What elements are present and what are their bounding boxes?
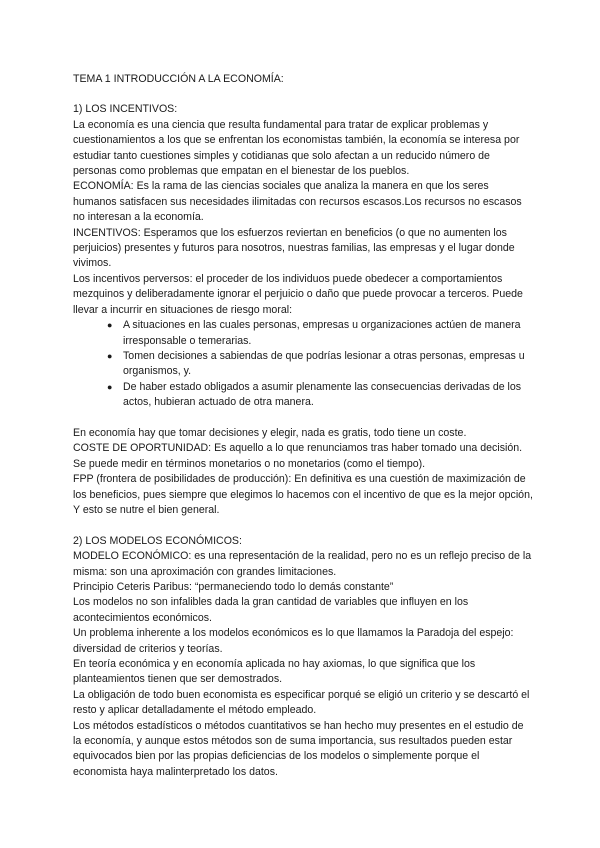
list-item (107, 318, 533, 349)
paragraph-incentivos-perversos: Los incentivos perversos: el proceder de los individuos puede obedecer a comportamientos mezquinos y deliberadamente ignorar el perjuicio o daño que puede provocar a terceros. Puede llevar a incurrir en situaciones de riesgo moral: (73, 272, 523, 316)
paragraph-axiomas: En teoría económica y en economía aplicada no hay axiomas, lo que significa que los planteamientos tienen que ser demostrados. (73, 658, 476, 686)
paragraph-obligacion-economista: La obligación de todo buen economista es especificar porqué se eligió un criterio y se descartó el resto y aplicar detalladamente el método empleado. (73, 688, 530, 717)
list-item (107, 380, 533, 411)
list-item (107, 349, 533, 380)
paragraph-fpp: FPP (frontera de posibilidades de producción): En definitiva es una cuestión de maximización de los beneficios, pues siempre que elegimos lo hacemos con el incentivo de que es la mejor opción, Y esto se nutre el bien general. (73, 473, 533, 516)
paragraph-modelos-infalibles: Los modelos no son infalibles dada la gran cantidad de variables que influyen en los acontecimientos económicos. (73, 596, 469, 624)
paragraph-modelo-economico: MODELO ECONÓMICO: es una representación de la realidad, pero no es un reflejo preciso de la misma: son una aproximación con grandes limitaciones. (73, 550, 532, 578)
section-heading-modelos: 2) LOS MODELOS ECONÓMICOS: (73, 534, 242, 547)
paragraph-ceteris-paribus: Principio Ceteris Paribus: “permaneciendo todo lo demás constante” (73, 580, 394, 593)
paragraph-spacer (73, 411, 533, 426)
section-spacer (73, 518, 533, 533)
paragraph-economia-ciencia: La economía es una ciencia que resulta fundamental para tratar de explicar problemas y cuestionamientos a los que se enfrentan los economistas también, la economía se interesa por estudiar tanto cuestiones simples y cotidianas que solo afectan a un reducido número de personas como problemas que empatan en el bienestar de los pueblos. (73, 118, 520, 178)
list-item-text: A situaciones en las cuales personas, empresas u organizaciones actúen de manera irresponsable o temerarias. (123, 319, 521, 347)
list-item-text: Tomen decisiones a sabiendas de que podrías lesionar a otras personas, empresas u organismos, y. (123, 349, 525, 378)
section-heading-incentivos: 1) LOS INCENTIVOS: (73, 103, 178, 116)
riesgo-moral-list (73, 318, 533, 410)
paragraph-incentivos-definicion: INCENTIVOS: Esperamos que los esfuerzos reviertan en beneficios (o que no aumenten los perjuicios) presentes y futuros para nosotros, nuestras familias, las empresas y el lugar donde vivimos. (73, 226, 515, 270)
paragraph-metodos-estadisticos: Los métodos estadísticos o métodos cuantitativos se han hecho muy presentes en el estudio de la economía, y aunque estos métodos son de suma importancia, sus resultados pueden estar equivocados bien por las propias deficiencias de los modelos o simplemente porque el economista haya malinterpretado los datos. (73, 719, 524, 778)
bullet-dot-icon: ● (107, 320, 113, 331)
paragraph-economia-definicion: ECONOMÍA: Es la rama de las ciencias sociales que analiza la manera en que los seres humanos satisfacen sus necesidades ilimitadas con recursos escasos.Los recursos no escasos no interesan a la economía. (73, 180, 522, 224)
document-page (73, 72, 533, 780)
bullet-dot-icon: ● (107, 381, 113, 392)
paragraph-decisiones: En economía hay que tomar decisiones y elegir, nada es gratis, todo tiene un coste. (73, 426, 467, 439)
document-title: TEMA 1 INTRODUCCIÓN A LA ECONOMÍA: (73, 73, 284, 85)
bullet-dot-icon: ● (107, 350, 113, 361)
list-item-text: De haber estado obligados a asumir plenamente las consecuencias derivadas de los actos, hubieran actuado de otra manera. (123, 380, 522, 409)
paragraph-coste-oportunidad: COSTE DE OPORTUNIDAD: Es aquello a lo que renunciamos tras haber tomado una decisión. Se puede medir en términos monetarios o no monetarios (como el tiempo). (73, 442, 523, 470)
paragraph-paradoja-espejo: Un problema inherente a los modelos económicos es lo que llamamos la Paradoja del espejo: diversidad de criterios y teorías. (73, 627, 514, 655)
